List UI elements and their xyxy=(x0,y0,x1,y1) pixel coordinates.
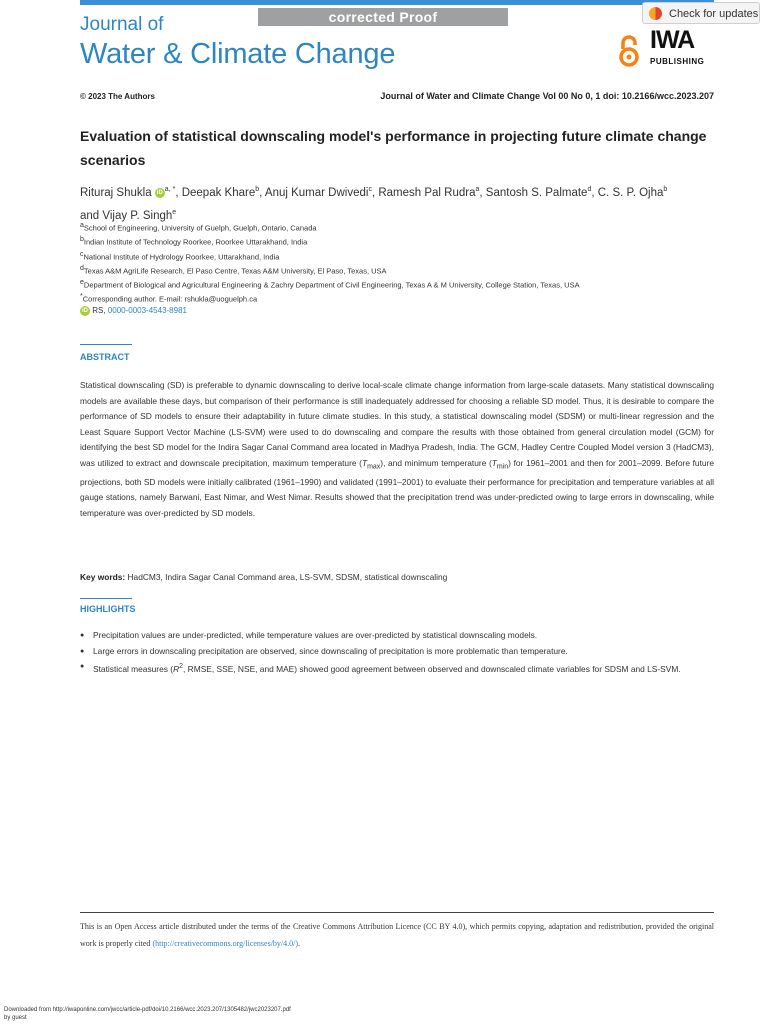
author-affiliation-mark: b xyxy=(663,186,668,193)
abstract-body: Statistical downscaling (SD) is preferable to dynamic downscaling to derive local-scale climate change information from large-scale datasets. Many statistical downscaling models are available these days, but comparison of their performance is still inadequately addressed for choosing a reliable SD model. Thus, it is desirable to compare the performance of SD models to ensure their adaptability in future climate studies. In this study, a statistical downscaling model (SDSM) or multi-linear regression and the Least Square Support Vector Machine (LS-SVM) were used to do downscaling and compare the results with those obtained from general circulation model (GCM) for identifying the best SD model for the Indira Sagar Canal Command area located in Madhya Pradesh, India. The GCM, Hadley Centre Coupled Model version 3 (HadCM3), was utilized to extract and downscale precipitation, maximum temperature $(T_{max})$, and minimum temperature $(T_{min})$ for 1961–2001 and then for 2001–2099. Before future projections, both SD models were initially calibrated (1961–1990) and validated (1991–2001) to evaluate their performance for precipitation and temperature variables at all gauge stations, namely Barwani, East Nimar, and West Nimar. Results showed that the precipitation trend was under-predicted owing to large errors in downscaling, while temperature was over-predicted by SD models. xyxy=(80,380,715,518)
open-access-icon xyxy=(618,34,640,68)
crossmark-icon xyxy=(649,7,662,20)
author-name: Vijay P. Singh xyxy=(102,209,173,222)
author-name: Deepak Khare xyxy=(181,186,256,199)
license-rule xyxy=(80,912,714,913)
author-affiliation-mark: a, * xyxy=(164,186,176,193)
license-link[interactable]: (http://creativecommons.org/licenses/by/4.0/) xyxy=(152,939,299,948)
corresponding-author: *Corresponding author. E-mail: rshukla@uoguelph.ca xyxy=(80,293,258,304)
download-footer xyxy=(4,1006,291,1022)
affiliation: $^e$Department of Biological and Agricultural Engineering & Zachry Department of Civil Engineering, Texas A & M University, College Station, Texas, USA xyxy=(80,279,580,290)
copyright: © 2023 The Authors xyxy=(80,92,155,101)
abstract-rule xyxy=(80,344,132,345)
affiliation: $^a$School of Engineering, University of Guelph, Guelph, Ontario, Canada xyxy=(80,222,317,233)
author-list: Rituraj Shukla iD $^{a, *}$, Deepak Khare$^b$, Anuj Kumar Dwivedi$^c$, Ramesh Pal Rudra$^a$, Santosh S. Palmate$^d$, C. S. P. Ojha$^b$ and Vijay P. Singh$^e$ xyxy=(80,186,668,222)
check-updates-label: Check for updates xyxy=(669,8,759,20)
author-name: Ramesh Pal Rudra xyxy=(378,186,476,199)
author-name: C. S. P. Ojha xyxy=(597,186,664,199)
highlight-item: ● Statistical measures ($R^2$, RMSE, SSE, NSE, and MAE) showed good agreement between observed and downscaled climate variables for SDSM and LS-SVM. xyxy=(80,659,714,677)
highlights-list xyxy=(80,628,714,677)
author-name: Santosh S. Palmate xyxy=(485,186,588,199)
download-source: Downloaded from http://iwaponline.com/jwcc/article-pdf/doi/10.2166/wcc.2023.207/1305482/jwc2023207.pdf xyxy=(4,1007,291,1013)
orcid-line xyxy=(80,306,187,316)
author-name: Anuj Kumar Dwivedi xyxy=(264,186,369,199)
keywords xyxy=(80,572,447,582)
iwa-mark: IWA xyxy=(650,26,695,54)
keywords-text: HadCM3, Indira Sagar Canal Command area, LS-SVM, SDSM, statistical downscaling xyxy=(125,572,448,582)
author-affiliation-mark: c xyxy=(368,186,372,193)
abstract-heading: ABSTRACT xyxy=(80,352,130,362)
orcid-icon[interactable]: iD xyxy=(156,189,163,196)
journal-citation: Journal of Water and Climate Change Vol 00 No 0, 1 doi: 10.2166/wcc.2023.207 xyxy=(380,91,714,101)
highlights-rule xyxy=(80,598,132,599)
orcid-icon: iD xyxy=(82,308,88,314)
paper-title: Evaluation of statistical downscaling model's performance in projecting future climate change scenarios xyxy=(80,128,707,168)
iwa-publishing-label: PUBLISHING xyxy=(650,57,705,66)
highlight-item: ● Large errors in downscaling precipitation are observed, since downscaling of precipitation is more problematic than temperature. xyxy=(80,644,714,660)
affiliation: $^d$Texas A&M AgriLife Research, El Paso Centre, Texas A&M University, El Paso, Texas, USA xyxy=(80,264,387,276)
journal-name-line2: Water & Climate Change xyxy=(80,38,396,70)
author-affiliation-mark: b xyxy=(255,186,260,193)
affiliation: $^c$National Institute of Hydrology Roorkee, Uttarakhand, India xyxy=(80,250,280,262)
highlight-item: ● Precipitation values are under-predicted, while temperature values are over-predicted by statistical downscaling models. xyxy=(80,628,714,644)
affiliation-list xyxy=(80,220,740,306)
author-affiliation-mark: d xyxy=(587,186,592,193)
check-for-updates-button[interactable] xyxy=(642,2,760,24)
corrected-proof-banner: corrected Proof xyxy=(258,8,508,26)
download-by: by guest xyxy=(4,1015,27,1021)
orcid-initials: RS, xyxy=(92,306,108,316)
keywords-label: Key words: xyxy=(80,572,126,582)
iwa-publishing-logo xyxy=(650,28,712,72)
affiliation: $^b$Indian Institute of Technology Roorkee, Roorkee Uttarakhand, India xyxy=(80,236,308,247)
highlights-heading: HIGHLIGHTS xyxy=(80,604,136,614)
orcid-link[interactable]: 0000-0003-4543-8981 xyxy=(107,306,187,316)
author-name: Rituraj Shukla xyxy=(80,186,152,199)
author-affiliation-mark: e xyxy=(172,208,177,216)
license-note: This is an Open Access article distributed under the terms of the Creative Commons Attribution Licence (CC BY 4.0), which permits copying, adaptation and redistribution, provided the original work is properly cited (http://creativecommons.org/licenses/by/4.0/). xyxy=(80,922,714,948)
journal-name-line1: Journal of xyxy=(80,14,164,35)
top-accent-bar xyxy=(80,0,714,5)
author-affiliation-mark: a xyxy=(475,186,480,193)
